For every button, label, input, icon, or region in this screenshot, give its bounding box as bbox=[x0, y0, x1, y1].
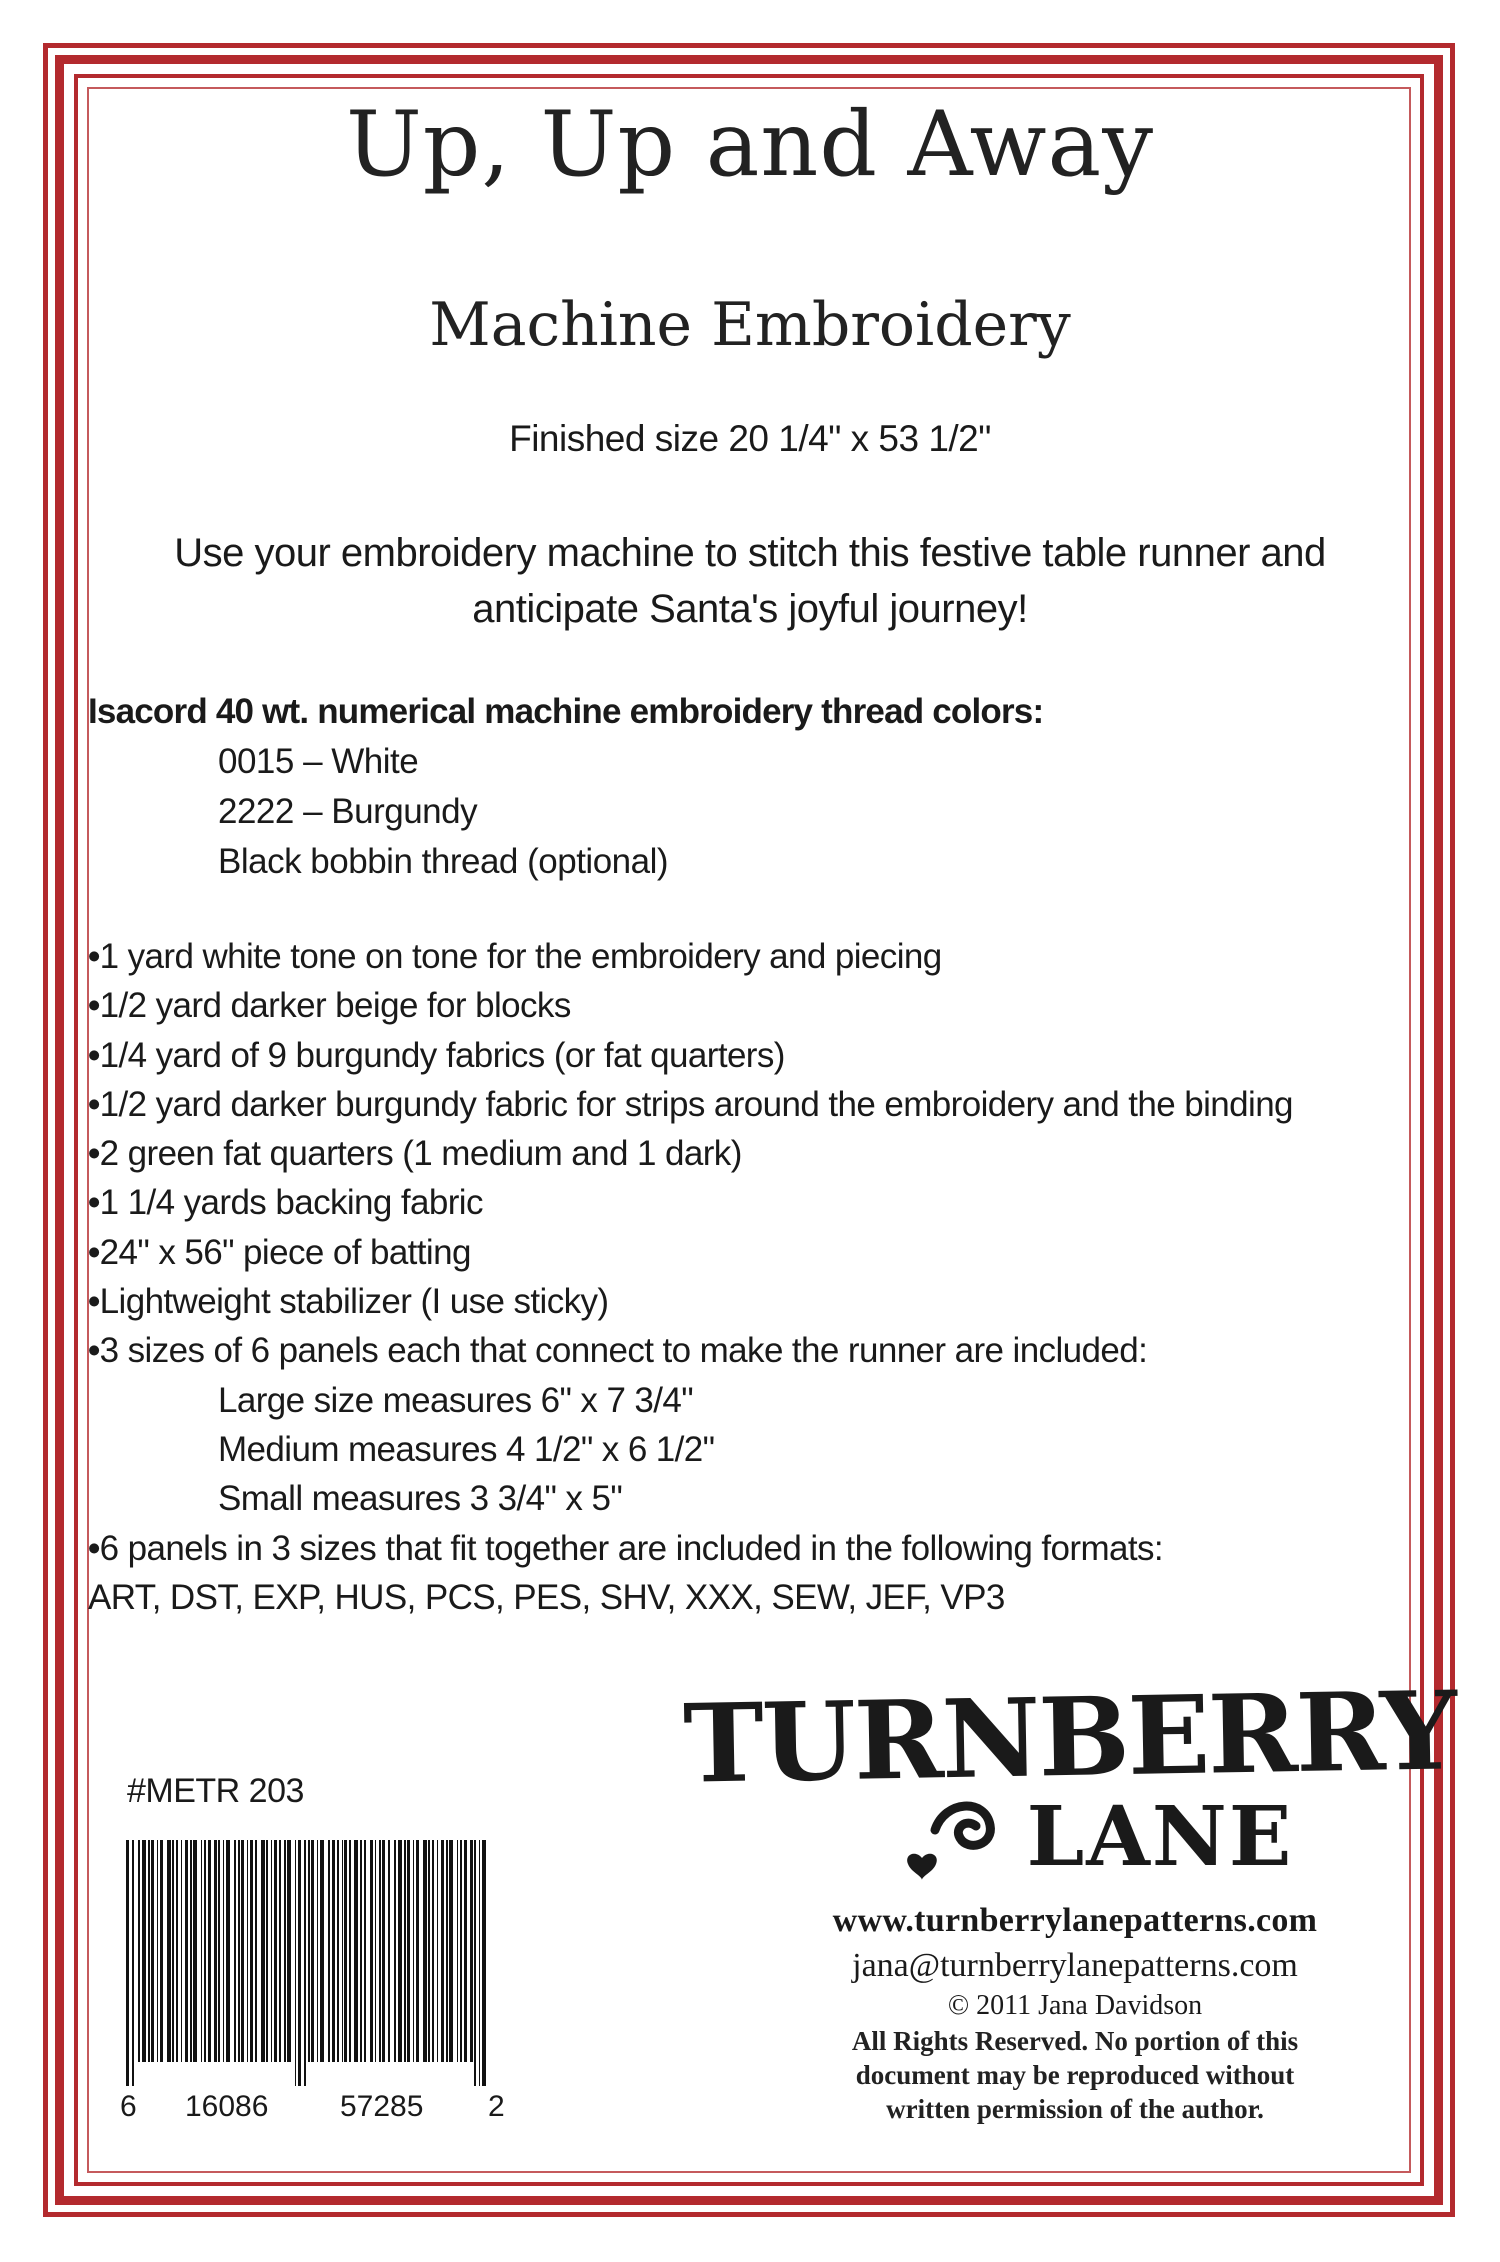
logo-swirl-icon bbox=[935, 1806, 990, 1845]
barcode-bar bbox=[160, 1840, 163, 2062]
barcode-bar bbox=[157, 1840, 158, 2062]
barcode-bar bbox=[261, 1840, 265, 2062]
barcode-bar bbox=[250, 1840, 253, 2062]
barcode-bar bbox=[185, 1840, 188, 2062]
panel-size-item: Small measures 3 3/4" x 5" bbox=[218, 1479, 623, 1519]
barcode-bar bbox=[126, 1840, 129, 2086]
logo-heart-icon bbox=[907, 1854, 937, 1880]
barcode-bar bbox=[342, 1840, 343, 2062]
barcode-bar bbox=[474, 1840, 476, 2086]
supply-item: •1/2 yard darker beige for blocks bbox=[88, 986, 571, 1026]
barcode-bar bbox=[279, 1840, 281, 2062]
barcode-bar bbox=[148, 1840, 150, 2062]
panel-size-item: Large size measures 6" x 7 3/4" bbox=[218, 1380, 694, 1420]
barcode-bar bbox=[394, 1840, 396, 2062]
barcode-bar bbox=[407, 1840, 410, 2062]
barcode-bar bbox=[295, 1840, 296, 2086]
barcode-bar bbox=[201, 1840, 202, 2062]
barcode-digit-first: 6 bbox=[120, 2090, 137, 2123]
barcode-bar bbox=[172, 1840, 174, 2062]
barcode-bar bbox=[238, 1840, 240, 2062]
barcode-bar bbox=[247, 1840, 248, 2062]
barcode-bar bbox=[349, 1840, 351, 2062]
barcode-bar bbox=[460, 1840, 462, 2062]
rights-line-1: All Rights Reserved. No portion of this bbox=[851, 2026, 1299, 2056]
barcode-bar bbox=[167, 1840, 171, 2062]
barcode-bar bbox=[193, 1840, 197, 2062]
barcode-bar bbox=[138, 1840, 140, 2062]
contact-block bbox=[740, 1898, 1410, 2126]
barcode-bar bbox=[284, 1840, 286, 2062]
barcode-bar bbox=[416, 1840, 419, 2062]
finished-size: Finished size 20 1/4" x 53 1/2" bbox=[509, 418, 991, 459]
supply-item: •Lightweight stabilizer (I use sticky) bbox=[88, 1282, 609, 1322]
supply-item: •1 1/4 yards backing fabric bbox=[88, 1183, 483, 1223]
barcode-bar bbox=[479, 1840, 480, 2086]
barcode-bar bbox=[441, 1840, 444, 2062]
logo-line-2: LANE bbox=[1026, 1789, 1294, 1885]
thread-list bbox=[218, 737, 668, 887]
barcode-bar bbox=[311, 1840, 314, 2062]
barcode-bar bbox=[398, 1840, 402, 2062]
barcode-bar bbox=[190, 1840, 192, 2062]
thread-item: Black bobbin thread (optional) bbox=[218, 842, 669, 881]
barcode-bar bbox=[142, 1840, 146, 2062]
barcode-bar bbox=[214, 1840, 217, 2062]
rights-line-3: written permission of the author. bbox=[886, 2094, 1264, 2124]
barcode-bar bbox=[223, 1840, 224, 2062]
barcode-bar bbox=[446, 1840, 448, 2062]
barcode-bar bbox=[470, 1840, 473, 2062]
barcode-bar bbox=[379, 1840, 381, 2062]
barcode-bar bbox=[287, 1840, 291, 2062]
supplies-list bbox=[88, 932, 1408, 1622]
barcode-bar bbox=[364, 1840, 366, 2062]
barcode-bar bbox=[375, 1840, 376, 2062]
barcode-bar bbox=[241, 1840, 244, 2062]
barcode-bar bbox=[226, 1840, 230, 2062]
barcode-bar bbox=[344, 1840, 347, 2062]
barcode-bar bbox=[320, 1840, 324, 2062]
pattern-code: #METR 203 bbox=[127, 1772, 304, 1810]
copyright-text: © 2011 Jana Davidson bbox=[947, 1990, 1203, 2021]
supply-item: •1/4 yard of 9 burgundy fabrics (or fat quarters) bbox=[88, 1035, 785, 1075]
barcode-bar bbox=[354, 1840, 358, 2062]
barcode-bar bbox=[204, 1840, 206, 2062]
intro-line-2: anticipate Santa's joyful journey! bbox=[472, 587, 1028, 631]
barcode-bar bbox=[370, 1840, 373, 2062]
barcode-bar bbox=[437, 1840, 438, 2062]
supply-item: •1/2 yard darker burgundy fabric for strips around the embroidery and the binding bbox=[88, 1084, 1293, 1124]
barcode-bar bbox=[132, 1840, 134, 2086]
barcode-bar bbox=[308, 1840, 310, 2062]
barcode-group-1: 16086 bbox=[185, 2090, 269, 2123]
barcode-bar bbox=[271, 1840, 272, 2062]
barcode-bar bbox=[255, 1840, 257, 2062]
barcode bbox=[118, 1840, 498, 2086]
barcode-digit-last: 2 bbox=[488, 2090, 505, 2123]
barcode-bar bbox=[234, 1840, 236, 2062]
barcode-bar bbox=[423, 1840, 427, 2062]
email-link[interactable]: jana@turnberrylanepatterns.com bbox=[852, 1947, 1298, 1984]
thread-heading: Isacord 40 wt. numerical machine embroidery thread colors: bbox=[88, 692, 1044, 731]
panel-size-item: Medium measures 4 1/2" x 6 1/2" bbox=[218, 1429, 715, 1469]
barcode-bar bbox=[337, 1840, 339, 2062]
barcode-bar bbox=[388, 1840, 390, 2062]
formats-intro: •6 panels in 3 sizes that fit together are included in the following formats: bbox=[88, 1528, 1164, 1568]
intro-line-1: Use your embroidery machine to stitch this festive table runner and bbox=[174, 531, 1326, 575]
barcode-bar bbox=[181, 1840, 182, 2062]
barcode-bar bbox=[432, 1840, 434, 2062]
barcode-bar bbox=[328, 1840, 330, 2062]
barcode-bar bbox=[317, 1840, 318, 2062]
website-link[interactable]: www.turnberrylanepatterns.com bbox=[832, 1902, 1318, 1939]
formats-list: ART, DST, EXP, HUS, PCS, PES, SHV, XXX, SEW, JEF, VP3 bbox=[88, 1577, 1005, 1617]
supply-item: •3 sizes of 6 panels each that connect to make the runner are included: bbox=[88, 1331, 1148, 1371]
barcode-bar bbox=[404, 1840, 406, 2062]
barcode-bar bbox=[218, 1840, 220, 2062]
barcode-bar bbox=[449, 1840, 453, 2062]
barcode-bar bbox=[457, 1840, 458, 2062]
barcode-bar bbox=[298, 1840, 301, 2086]
pattern-subtitle: Machine Embroidery bbox=[429, 290, 1071, 360]
pattern-title: Up, Up and Away bbox=[345, 92, 1155, 197]
thread-item: 2222 – Burgundy bbox=[218, 792, 478, 831]
barcode-bar bbox=[176, 1840, 178, 2062]
barcode-bar bbox=[151, 1840, 154, 2062]
barcode-bar bbox=[464, 1840, 467, 2062]
barcode-bar bbox=[266, 1840, 268, 2062]
logo-line-1: TURNBERRY bbox=[682, 1668, 1457, 1808]
barcode-bar bbox=[413, 1840, 414, 2062]
supply-item: •2 green fat quarters (1 medium and 1 dark) bbox=[88, 1134, 742, 1174]
intro-text bbox=[100, 525, 1400, 637]
supply-item: •1 yard white tone on tone for the embroidery and piecing bbox=[88, 937, 942, 976]
barcode-bar bbox=[382, 1840, 385, 2062]
turnberry-lane-logo bbox=[682, 1668, 1457, 1885]
barcode-bar bbox=[304, 1840, 306, 2086]
thread-item: 0015 – White bbox=[218, 742, 419, 781]
barcode-bar bbox=[428, 1840, 430, 2062]
barcode-bar bbox=[274, 1840, 277, 2062]
barcode-bar bbox=[332, 1840, 335, 2062]
barcode-bar bbox=[482, 1840, 486, 2086]
barcode-bar bbox=[360, 1840, 362, 2062]
rights-line-2: document may be reproduced without bbox=[855, 2060, 1295, 2090]
barcode-bar bbox=[208, 1840, 211, 2062]
supply-item: •24" x 56" piece of batting bbox=[88, 1232, 471, 1272]
barcode-group-2: 57285 bbox=[340, 2090, 424, 2123]
